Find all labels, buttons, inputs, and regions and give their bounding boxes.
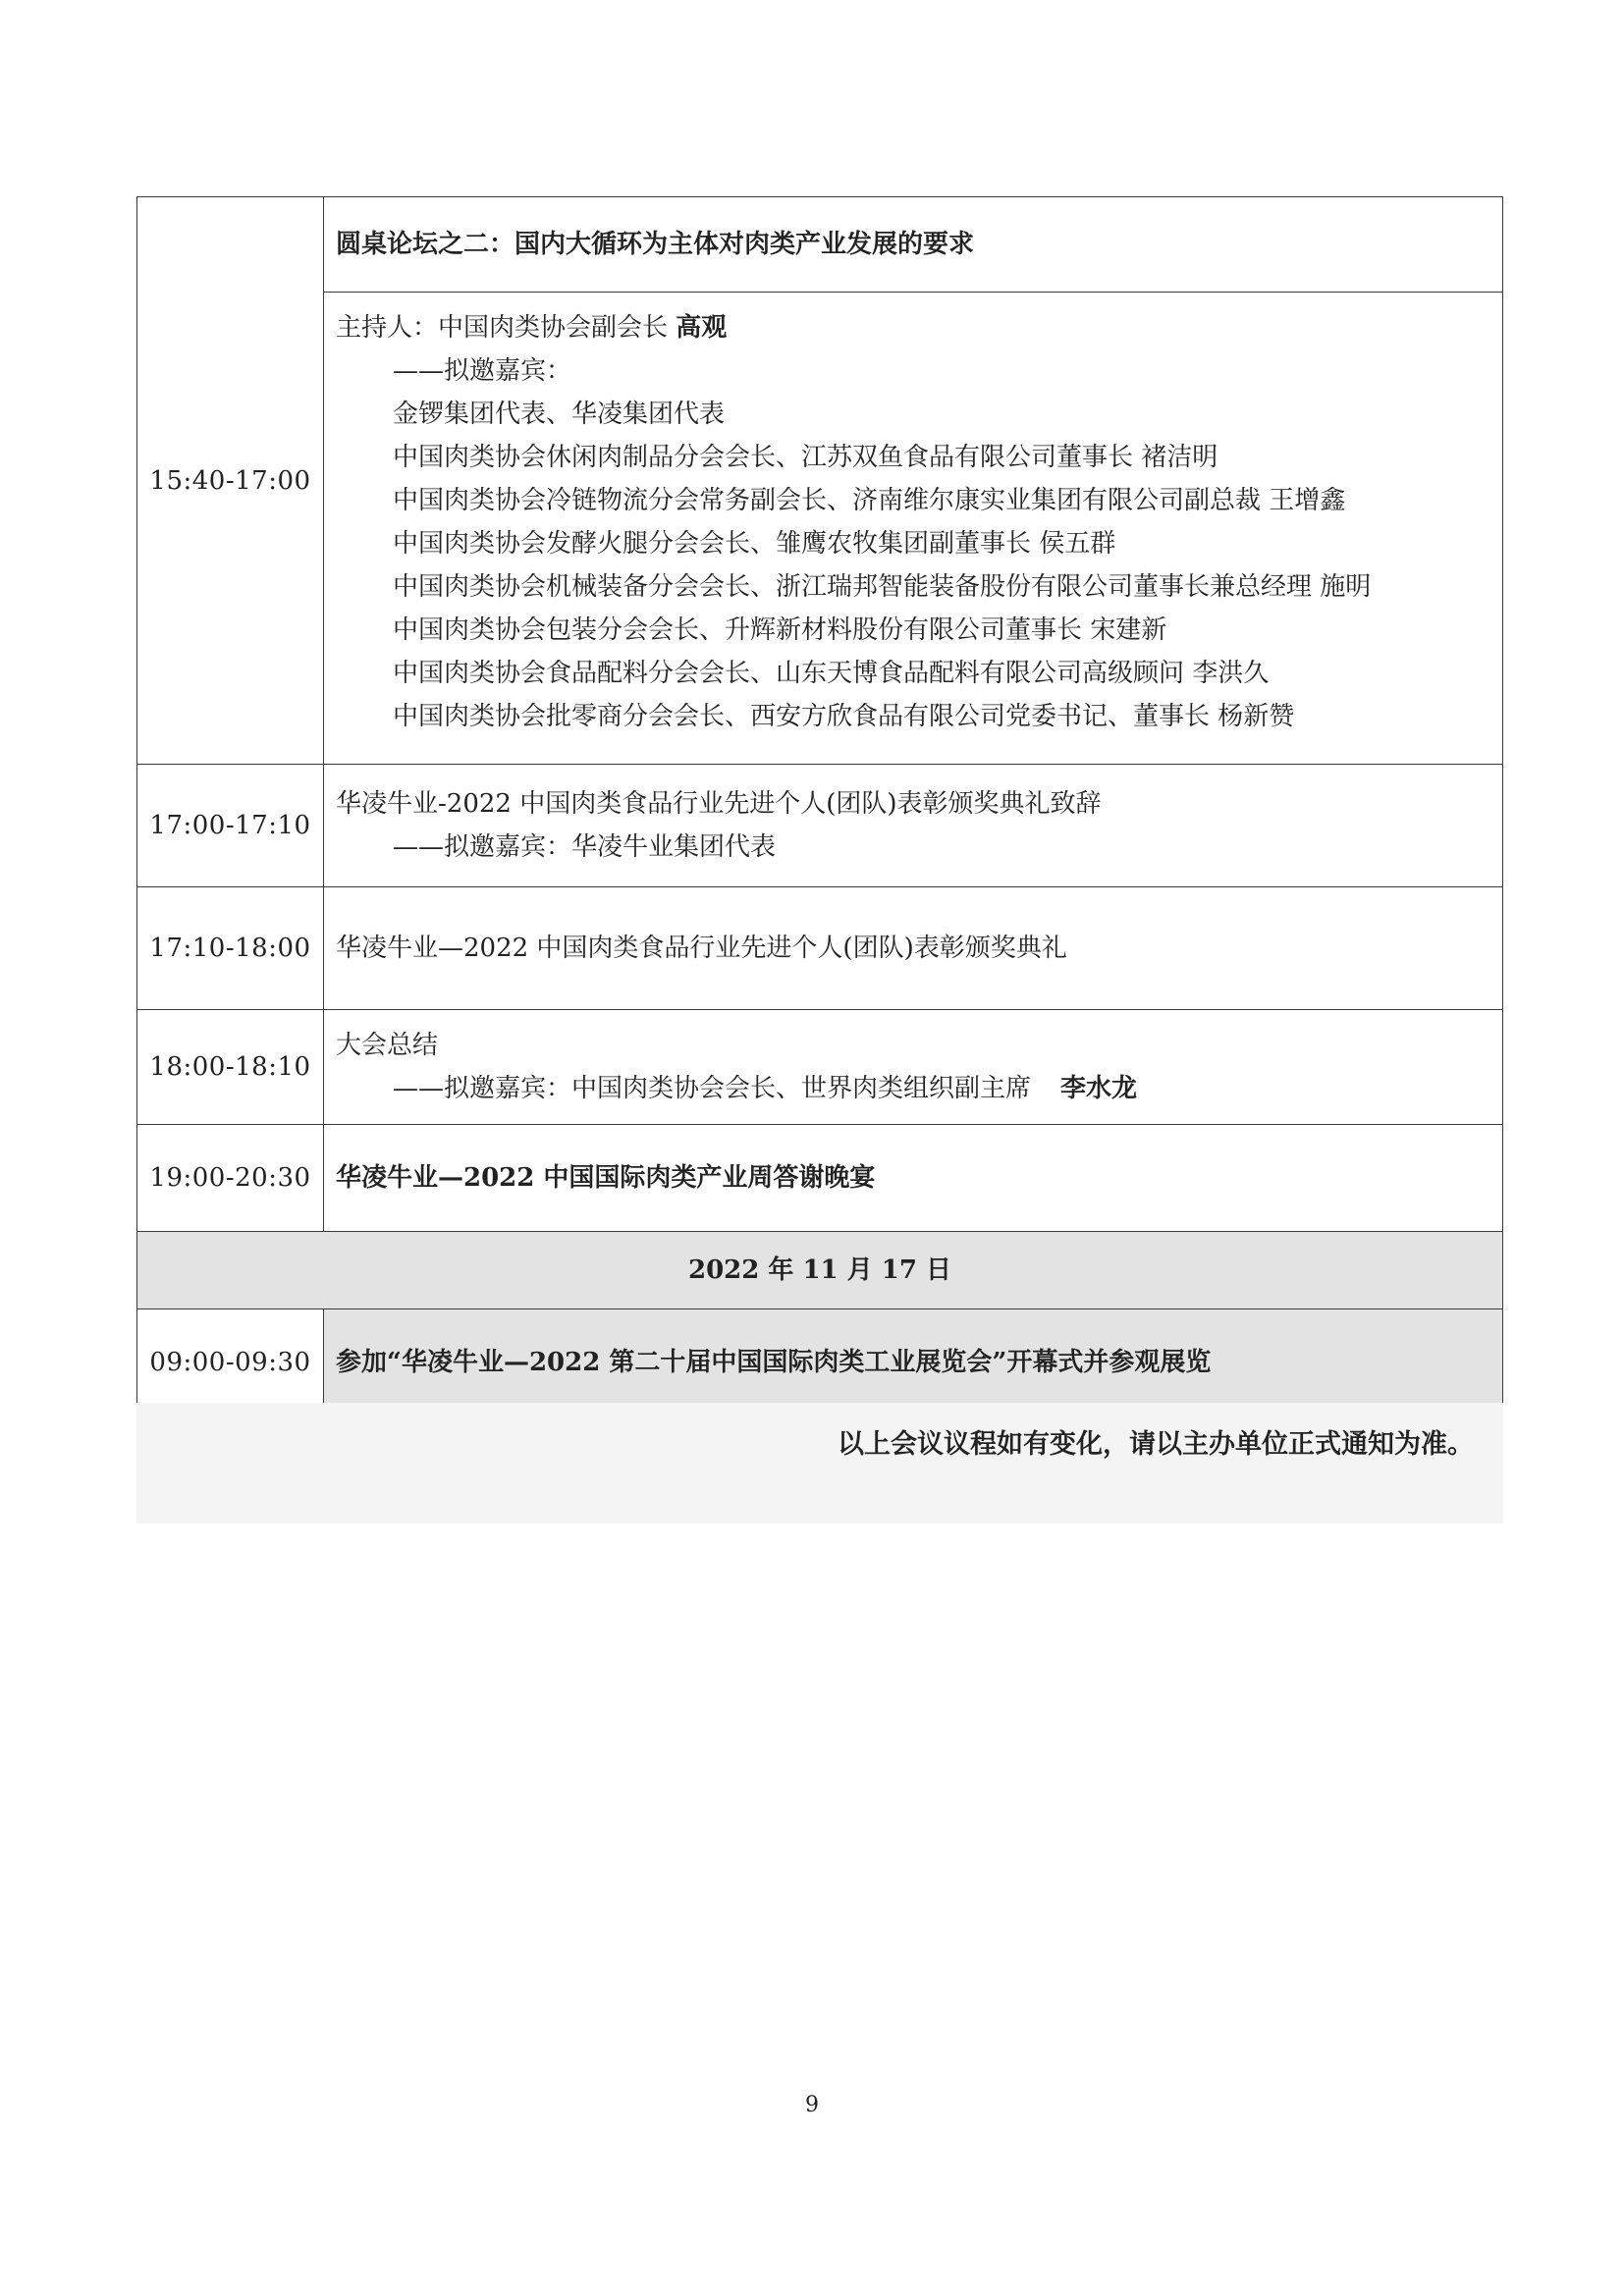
host-line (336, 306, 1490, 349)
agenda-table (136, 196, 1503, 1416)
table-row-speech (137, 765, 1503, 887)
table-row-exhibition (137, 1309, 1503, 1416)
table-row-summary (137, 1010, 1503, 1125)
speech-title: 华凌牛业-2022 中国肉类食品行业先进个人(团队)表彰颁奖典礼致辞 (336, 789, 1102, 819)
forum-guest-list (324, 293, 1503, 765)
time-cell: 09:00-09:30 (137, 1309, 324, 1416)
forum-title: 圆桌论坛之二：国内大循环为主体对肉类产业发展的要求 (324, 197, 1503, 293)
exhibition-title: 参加“华凌牛业—2022 第二十届中国国际肉类工业展览会”开幕式并参观展览 (324, 1309, 1503, 1416)
guest-item: 金锣集团代表、华凌集团代表 (393, 400, 726, 429)
speech-content (324, 765, 1503, 887)
time-cell: 18:00-18:10 (137, 1010, 324, 1125)
time-cell: 17:00-17:10 (137, 765, 324, 887)
table-row-ceremony (137, 887, 1503, 1010)
footnote-band (136, 1403, 1503, 1523)
summary-guest (336, 1067, 1490, 1110)
summary-content (324, 1010, 1503, 1125)
banquet-title: 华凌牛业—2022 中国国际肉类产业周答谢晚宴 (324, 1125, 1503, 1232)
guest-item: 中国肉类协会包装分会会长、升辉新材料股份有限公司董事长 宋建新 (393, 615, 1167, 645)
guest-item: 中国肉类协会冷链物流分会常务副会长、济南维尔康实业集团有限公司副总裁 王增鑫 (393, 486, 1346, 515)
guest-item: 中国肉类协会发酵火腿分会会长、雏鹰农牧集团副董事长 侯五群 (393, 529, 1116, 559)
guest-item: 中国肉类协会机械装备分会会长、浙江瑞邦智能装备股份有限公司董事长兼总经理 施明 (393, 572, 1372, 602)
page-number: 9 (805, 2093, 819, 2117)
summary-title: 大会总结 (336, 1031, 439, 1060)
time-cell: 17:10-18:00 (137, 887, 324, 1010)
time-cell: 15:40-17:00 (137, 197, 324, 765)
guest-item: 中国肉类协会食品配料分会会长、山东天博食品配料有限公司高级顾问 李洪久 (393, 659, 1270, 688)
ceremony-title: 华凌牛业—2022 中国肉类食品行业先进个人(团队)表彰颁奖典礼 (324, 887, 1503, 1010)
footnote: 以上会议议程如有变化，请以主办单位正式通知为准。 (838, 1429, 1474, 1460)
speech-guest: ——拟邀嘉宾：华凌牛业集团代表 (393, 832, 777, 862)
table-row-date (137, 1232, 1503, 1309)
date-header: 2022 年 11 月 17 日 (137, 1232, 1503, 1309)
summary-guest-prefix: ——拟邀嘉宾：中国肉类协会会长、世界肉类组织副主席 (393, 1074, 1032, 1103)
guests-label: ——拟邀嘉宾： (393, 356, 572, 386)
host-prefix: 主持人：中国肉类协会副会长 (336, 313, 677, 343)
guest-item: 中国肉类协会批零商分会会长、西安方欣食品有限公司党委书记、董事长 杨新赞 (393, 702, 1295, 731)
time-cell: 19:00-20:30 (137, 1125, 324, 1232)
table-row-forum-title (137, 197, 1503, 293)
summary-guest-name: 李水龙 (1060, 1074, 1138, 1103)
guest-item: 中国肉类协会休闲肉制品分会会长、江苏双鱼食品有限公司董事长 褚洁明 (393, 443, 1218, 472)
table-row-banquet (137, 1125, 1503, 1232)
host-name: 高观 (676, 313, 728, 343)
table-row-forum-guests (137, 293, 1503, 765)
